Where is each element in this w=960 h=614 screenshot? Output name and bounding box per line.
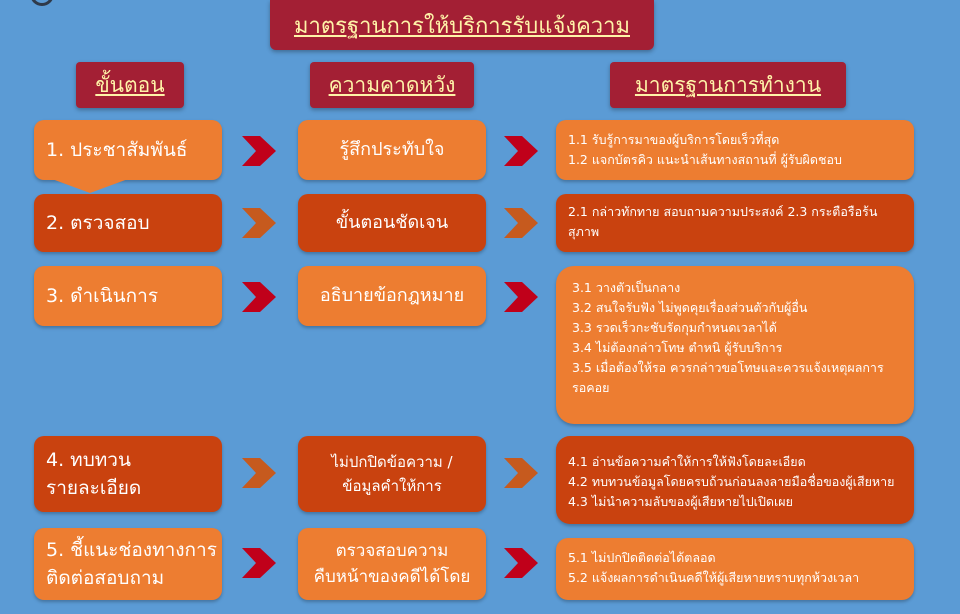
expectation-label: ขั้นตอนชัดเจน (335, 212, 449, 233)
step-box-4 (34, 436, 222, 512)
standard-item: 4.3 ไม่นำความลับของผู้เสียหายไปเปิดเผย (568, 494, 793, 509)
step-box-5 (34, 528, 222, 600)
step-label: 3. ดำเนินการ (46, 285, 159, 307)
standard-item: รอคอย (572, 380, 610, 395)
expectation-label: ไม่ปกปิดข้อความ / ข้อมูลคำให้การ (331, 453, 453, 495)
standard-box-2 (556, 194, 914, 252)
standard-item: 4.1 อ่านข้อความคำให้การให้ฟังโดยละเอียด (568, 454, 806, 469)
expectation-box-2 (298, 194, 486, 252)
step-box-3 (34, 266, 222, 326)
expectation-label: อธิบายข้อกฎหมาย (319, 285, 465, 306)
standard-item: 3.2 สนใจรับฟัง ไม่พูดคุยเรื่องส่วนตัวกับผู้อื่น (572, 300, 808, 315)
expectation-box-3 (298, 266, 486, 326)
chevron-right-icon (242, 458, 276, 488)
chevron-right-icon (242, 136, 276, 166)
step-tail-pointer (52, 179, 128, 193)
standard-item: 4.2 ทบทวนข้อมูลโดยครบถ้วนก่อนลงลายมือชื่อของผู้เสียหาย (568, 474, 895, 489)
logo-icon (30, 0, 54, 6)
standard-item: 3.1 วางตัวเป็นกลาง (572, 280, 681, 295)
chevron-right-icon (504, 282, 538, 312)
step-box-1 (34, 120, 222, 180)
expectation-label: รู้สึกประทับใจ (339, 139, 445, 160)
step-box-2 (34, 194, 222, 252)
standard-box-3 (556, 266, 914, 424)
standard-item: 1.2 แจกบัตรคิว แนะนำเส้นทางสถานที่ ผู้รับผิดชอบ (568, 152, 842, 167)
chevron-right-icon (504, 136, 538, 166)
expectation-box-5 (298, 528, 486, 600)
step-label: 2. ตรวจสอบ (46, 212, 150, 234)
chevron-right-icon (504, 208, 538, 238)
standard-item: สุภาพ (568, 224, 600, 239)
standard-item: 2.1 กล่าวทักทาย สอบถามความประสงค์ 2.3 กระตือรือร้น (568, 204, 878, 219)
standard-item: 5.2 แจ้งผลการดำเนินคดีให้ผู้เสียหายทราบทุกห้วงเวลา (568, 570, 860, 585)
step-label: 4. ทบทวน รายละเอียด (46, 449, 142, 499)
chevron-right-icon (242, 282, 276, 312)
standard-box-4 (556, 436, 914, 524)
expectation-box-4 (298, 436, 486, 512)
header-steps: ขั้นตอน (76, 62, 184, 108)
header-expectation: ความคาดหวัง (310, 62, 474, 108)
standard-item: 1.1 รับรู้การมาของผู้บริการโดยเร็วที่สุด (568, 132, 780, 147)
expectation-label: ตรวจสอบความ คืบหน้าของคดีได้โดย (313, 541, 471, 587)
step-label: 1. ประชาสัมพันธ์ (46, 139, 188, 161)
expectation-box-1 (298, 120, 486, 180)
standard-box-5 (556, 538, 914, 600)
chevron-right-icon (504, 548, 538, 578)
chevron-right-icon (242, 548, 276, 578)
standard-item: 5.1 ไม่ปกปิดติดต่อได้ตลอด (568, 550, 716, 565)
standard-item: 3.3 รวดเร็วกะชับรัดกุมกำหนดเวลาได้ (572, 320, 777, 335)
standard-item: 3.5 เมื่อต้องให้รอ ควรกล่าวขอโทษและควรแจ้งเหตุผลการ (572, 360, 884, 375)
chevron-right-icon (242, 208, 276, 238)
standard-box-1 (556, 120, 914, 180)
chevron-right-icon (504, 458, 538, 488)
page-title: มาตรฐานการให้บริการรับแจ้งความ (270, 0, 654, 50)
header-standard: มาตรฐานการทำงาน (610, 62, 846, 108)
step-label: 5. ชี้แนะช่องทางการ ติดต่อสอบถาม (46, 539, 217, 589)
standard-item: 3.4 ไม่ต้องกล่าวโทษ ตำหนิ ผู้รับบริการ (572, 340, 783, 355)
